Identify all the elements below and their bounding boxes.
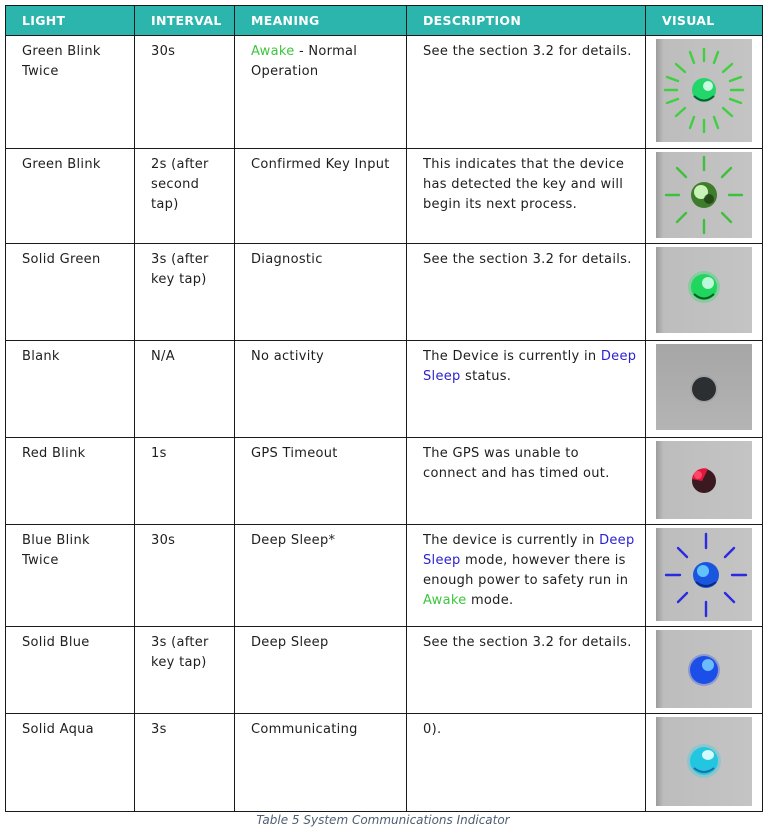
green-led-solid-icon	[656, 247, 752, 333]
led-off-icon	[656, 344, 752, 430]
description-cell: See the section 3.2 for details.	[407, 627, 646, 714]
meaning-cell: GPS Timeout	[235, 438, 407, 525]
table-row	[6, 149, 763, 244]
led-indicator-table	[5, 5, 763, 812]
visual-cell	[646, 36, 763, 149]
meaning-cell: Deep Sleep*	[235, 525, 407, 627]
table-header-row	[6, 6, 763, 36]
interval-cell: N/A	[135, 341, 235, 438]
blue-led-solid-icon	[656, 630, 752, 708]
interval-cell: 30s	[135, 525, 235, 627]
light-cell: Blue Blink Twice	[6, 525, 135, 627]
visual-cell	[646, 244, 763, 341]
meaning-cell	[235, 36, 407, 149]
interval-cell: 1s	[135, 438, 235, 525]
description-cell: See the section 3.2 for details.	[407, 36, 646, 149]
visual-cell	[646, 438, 763, 525]
light-cell: Green Blink	[6, 149, 135, 244]
column-header-meaning: MEANING	[235, 6, 407, 36]
visual-cell	[646, 525, 763, 627]
light-cell: Red Blink	[6, 438, 135, 525]
interval-cell: 3s	[135, 714, 235, 812]
description-cell: This indicates that the device has detected the key and will begin its next process.	[407, 149, 646, 244]
column-header-interval: INTERVAL	[135, 6, 235, 36]
light-cell: Green Blink Twice	[6, 36, 135, 149]
table-row	[6, 627, 763, 714]
visual-cell	[646, 149, 763, 244]
light-cell: Solid Aqua	[6, 714, 135, 812]
light-cell: Solid Green	[6, 244, 135, 341]
visual-cell	[646, 714, 763, 812]
column-header-description: DESCRIPTION	[407, 6, 646, 36]
light-cell: Solid Blue	[6, 627, 135, 714]
table-row	[6, 244, 763, 341]
interval-cell: 2s (after second tap)	[135, 149, 235, 244]
table-caption: Table 5 System Communications Indicator	[256, 813, 510, 827]
deep-sleep-term: Deep Sleep	[423, 533, 635, 568]
awake-term: Awake	[423, 593, 467, 608]
interval-cell: 3s (after key tap)	[135, 627, 235, 714]
table-row	[6, 525, 763, 627]
meaning-cell: Diagnostic	[235, 244, 407, 341]
column-header-light: LIGHT	[6, 6, 135, 36]
green-led-blink-icon	[656, 152, 752, 238]
red-led-blink-icon	[656, 441, 752, 519]
description-cell: The device is currently in Deep Sleep mode, however there is enough power to safety run in Awake mode.	[407, 525, 646, 627]
green-led-blink-twice-icon	[656, 39, 752, 142]
description-cell: The Device is currently in Deep Sleep status.	[407, 341, 646, 438]
meaning-cell: No activity	[235, 341, 407, 438]
light-cell: Blank	[6, 341, 135, 438]
interval-cell: 3s (after key tap)	[135, 244, 235, 341]
table-row	[6, 341, 763, 438]
aqua-led-solid-icon	[656, 717, 752, 806]
visual-cell	[646, 341, 763, 438]
table-row	[6, 36, 763, 149]
description-cell: See the section 3.2 for details.	[407, 244, 646, 341]
column-header-visual: VISUAL	[646, 6, 763, 36]
deep-sleep-term: Deep Sleep	[423, 349, 637, 384]
awake-term: Awake	[251, 44, 295, 59]
meaning-cell: Confirmed Key Input	[235, 149, 407, 244]
interval-cell: 30s	[135, 36, 235, 149]
description-cell: The GPS was unable to connect and has timed out.	[407, 438, 646, 525]
visual-cell	[646, 627, 763, 714]
meaning-cell: Deep Sleep	[235, 627, 407, 714]
table-row	[6, 438, 763, 525]
blue-led-blink-twice-icon	[656, 528, 752, 621]
meaning-cell: Communicating	[235, 714, 407, 812]
table-row	[6, 714, 763, 812]
description-cell: 0).	[407, 714, 646, 812]
meaning-text: - Normal Operation	[251, 44, 358, 79]
